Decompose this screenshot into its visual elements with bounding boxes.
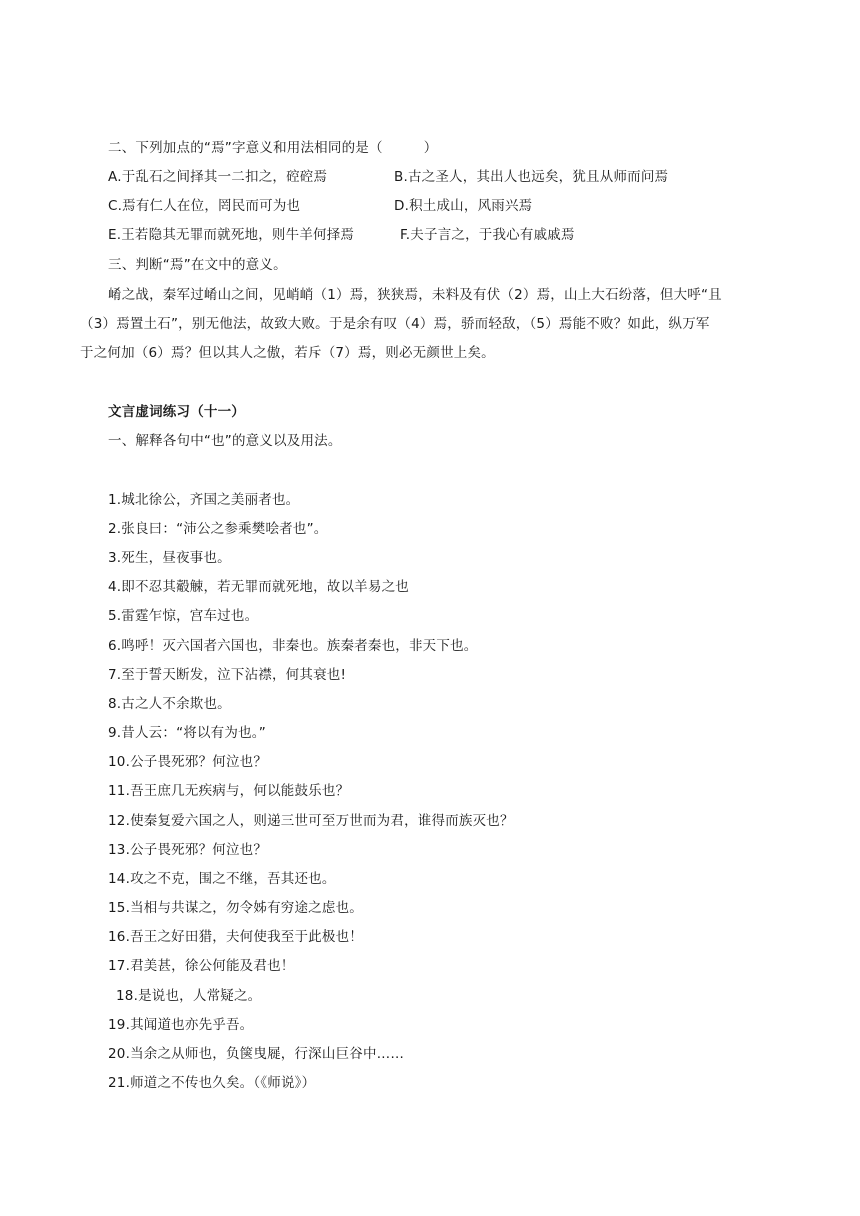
exercise-instruction: 一、解释各句中“也”的意义以及用法。	[108, 433, 342, 449]
list-item: 21.师道之不传也久矣。（《师说》）	[108, 1075, 316, 1091]
section3-para-line-2: （3）焉置土石”，别无他法，故致大败。于是余有叹（4）焉，骄而轻敌，（5）焉能不败？如此，纵万军	[80, 316, 710, 332]
list-item: 18.是说也，人常疑之。	[116, 988, 262, 1004]
list-item: 2.张良曰：“沛公之参乘樊哙者也”。	[108, 521, 328, 537]
list-item: 17.君美甚，徐公何能及君也！	[108, 958, 295, 974]
list-item: 15.当相与共谋之，勿令姊有穷途之虑也。	[108, 900, 363, 916]
choice-b: B.古之圣人，其出人也远矣，犹且从师而问焉	[394, 169, 669, 185]
list-item: 6.鸣呼！灭六国者六国也，非秦也。族秦者秦也，非天下也。	[108, 638, 478, 654]
list-item: 12.使秦复爱六国之人，则递三世可至万世而为君，谁得而族灭也？	[108, 813, 514, 829]
choice-row-1	[108, 167, 808, 187]
choice-row-3	[108, 225, 808, 245]
section2-title: 二、下列加点的“焉”字意义和用法相同的是（ ）	[108, 140, 438, 156]
choice-d: D.积土成山，风雨兴焉	[394, 198, 533, 214]
section3-title: 三、判断“焉”在文中的意义。	[108, 257, 287, 273]
list-item: 4.即不忍其觳觫，若无罪而就死地，故以羊易之也	[108, 579, 409, 595]
list-item: 10.公子畏死邪？何泣也？	[108, 754, 268, 770]
choice-a: A.于乱石之间择其一二扣之，硿硿焉	[108, 169, 328, 185]
list-item: 3.死生，昼夜事也。	[108, 550, 231, 566]
list-item: 1.城北徐公，齐国之美丽者也。	[108, 492, 300, 508]
list-item: 11.吾王庶几无疾病与，何以能鼓乐也？	[108, 783, 350, 799]
list-item: 19.其闻道也亦先乎吾。	[108, 1017, 254, 1033]
list-item: 16.吾王之好田猎，夫何使我至于此极也！	[108, 929, 363, 945]
list-item: 14.攻之不克，围之不继，吾其还也。	[108, 871, 336, 887]
list-item: 20.当余之从师也，负箧曳屣，行深山巨谷中……	[108, 1046, 405, 1062]
list-item: 7.至于誓天断发，泣下沾襟，何其衰也!	[108, 667, 347, 683]
choice-row-2	[108, 196, 808, 216]
list-item: 8.古之人不余欺也。	[108, 696, 231, 712]
section3-para-line-3: 于之何加（6）焉？但以其人之傲，若斥（7）焉，则必无颜世上矣。	[80, 345, 495, 361]
exercise-heading: 文言虚词练习（十一）	[108, 404, 245, 420]
list-item: 9.昔人云：“将以有为也。”	[108, 725, 266, 741]
list-item: 13.公子畏死邪？何泣也？	[108, 842, 268, 858]
list-item: 5.雷霆乍惊，宫车过也。	[108, 608, 259, 624]
choice-e: E.王若隐其无罪而就死地，则牛羊何择焉	[108, 227, 355, 243]
choice-f: F.夫子言之，于我心有戚戚焉	[400, 227, 575, 243]
section3-para-line-1: 崤之战，秦军过崤山之间，见峭峭（1）焉，狭狭焉，未料及有伏（2）焉，山上大石纷落，但大呼“且	[108, 287, 722, 303]
choice-c: C.焉有仁人在位，罔民而可为也	[108, 198, 301, 214]
